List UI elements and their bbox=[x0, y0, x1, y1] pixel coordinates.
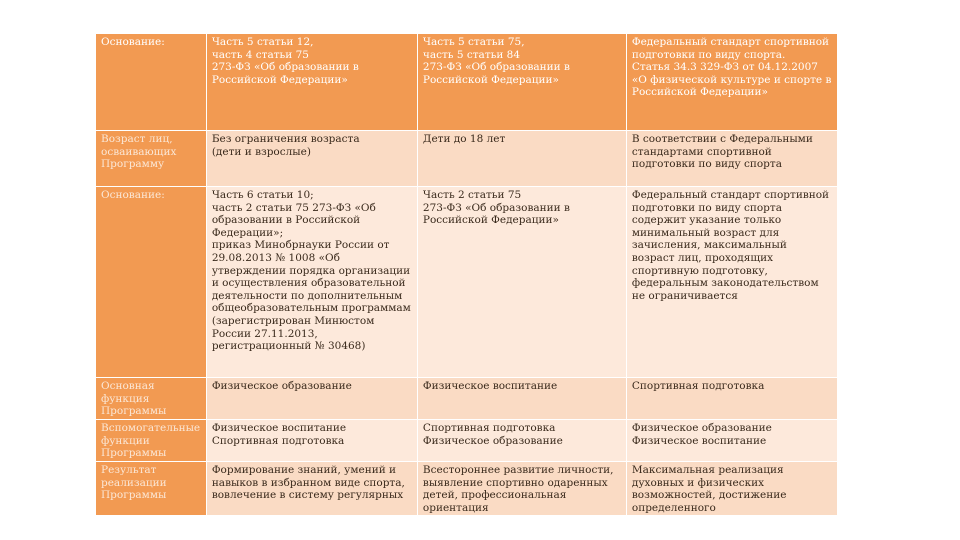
table-header-row bbox=[96, 34, 838, 131]
row-label-main-function: Основная функция Программы bbox=[96, 378, 207, 420]
row-label-age: Возраст лиц, осваивающих Программу bbox=[96, 131, 207, 187]
table-cell: Без ограничения возраста (дети и взрослые) bbox=[206, 131, 417, 187]
table-cell: Физическое воспитание Спортивная подготовка bbox=[206, 420, 417, 462]
table-cell: Физическое образование Физическое воспитание bbox=[626, 420, 837, 462]
comparison-table bbox=[95, 33, 838, 516]
table-cell: Физическое образование bbox=[206, 378, 417, 420]
table-cell: Формирование знаний, умений и навыков в избранном виде спорта, вовлечение в систему регулярных bbox=[206, 462, 417, 516]
table-cell: Всестороннее развитие личности, выявление спортивно одаренных детей, профессиональная ориентация bbox=[417, 462, 626, 516]
header-cell-basis: Основание: bbox=[96, 34, 207, 131]
table-row-age bbox=[96, 131, 838, 187]
table-cell: Часть 2 статьи 75 273-ФЗ «Об образовании в Российской Федерации» bbox=[417, 187, 626, 378]
table-cell: Спортивная подготовка bbox=[626, 378, 837, 420]
table-cell: Часть 6 статьи 10; часть 2 статьи 75 273-ФЗ «Об образовании в Российской Федерации»; приказ Минобрнауки России от 29.08.2013 № 1008 «Об утверждении порядка организации и осуществления образовательной деятельности по дополнительным общеобразовательным программам (зарегистрирован Минюстом России 27.11.2013, регистрационный № 30468) bbox=[206, 187, 417, 378]
header-cell-column-3: Федеральный стандарт спортивной подготовки по виду спорта. Статья 34.3 329-ФЗ от 04.12.2007 «О физической культуре и спорте в Российской Федерации» bbox=[626, 34, 837, 131]
table-row-main-function bbox=[96, 378, 838, 420]
table-cell: Максимальная реализация духовных и физических возможностей, достижение определенного bbox=[626, 462, 837, 516]
row-label-auxiliary-functions: Вспомогательные функции Программы bbox=[96, 420, 207, 462]
row-label-result: Результат реализации Программы bbox=[96, 462, 207, 516]
table-cell: Спортивная подготовка Физическое образование bbox=[417, 420, 626, 462]
header-cell-column-1: Часть 5 статьи 12, часть 4 статьи 75 273-ФЗ «Об образовании в Российской Федерации» bbox=[206, 34, 417, 131]
table-row-basis bbox=[96, 187, 838, 378]
comparison-table-container bbox=[95, 33, 838, 514]
header-cell-column-2: Часть 5 статьи 75, часть 5 статьи 84 273-ФЗ «Об образовании в Российской Федерации» bbox=[417, 34, 626, 131]
table-cell: В соответствии с Федеральными стандартами спортивной подготовки по виду спорта bbox=[626, 131, 837, 187]
row-label-basis: Основание: bbox=[96, 187, 207, 378]
table-row-result bbox=[96, 462, 838, 516]
table-cell: Физическое воспитание bbox=[417, 378, 626, 420]
table-cell: Дети до 18 лет bbox=[417, 131, 626, 187]
table-cell: Федеральный стандарт спортивной подготовки по виду спорта содержит указание только минимальный возраст для зачисления, максимальный возраст лиц, проходящих спортивную подготовку, федеральным законодательством не ограничивается bbox=[626, 187, 837, 378]
table-row-auxiliary-functions bbox=[96, 420, 838, 462]
